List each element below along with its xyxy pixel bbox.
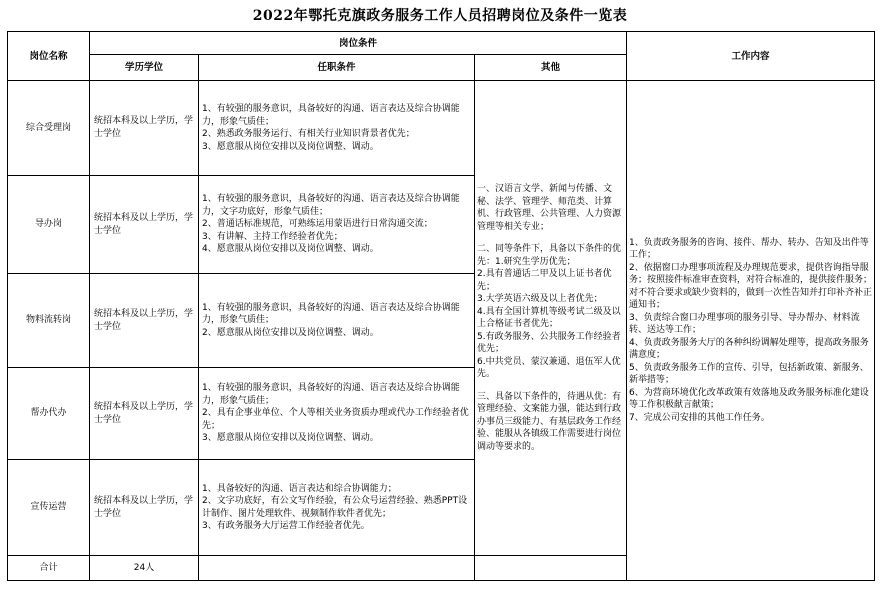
work-item: 1、负责政务服务的咨询、接件、帮办、转办、告知及出件等工作；	[629, 237, 869, 261]
requirement-item: 4、愿意服从岗位安排以及岗位调整、调动。	[202, 244, 379, 255]
header-education: 学历学位	[90, 55, 199, 81]
header-position-name: 岗位名称	[8, 32, 90, 81]
requirement-item: 3、有讲解、主持工作经验者优先；	[202, 231, 343, 242]
requirements-cell	[199, 274, 475, 368]
work-item: 6、为营商环境优化改革政策有效落地及政务服务标准化建设等工作积极献言献策；	[629, 387, 869, 411]
requirement-item: 1、有较强的服务意识，具备较好的沟通、语言表达及综合协调能力，形象气质佳；	[202, 302, 460, 326]
header-position-conditions: 岗位条件	[90, 32, 627, 55]
other-section-2-intro: 二、同等条件下，具备以下条件的优先：1.研究生学历优先；	[477, 244, 622, 267]
work-item: 5、负责政务服务工作的宣传、引导，包括新政策、新服务、新举措等；	[629, 362, 869, 386]
education-cell: 统招本科及以上学历，学士学位	[90, 176, 199, 274]
work-item: 3、负责综合窗口办理事项的服务引导、导办帮办、材料流转、送达等工作；	[629, 312, 860, 336]
requirements-cell	[199, 176, 475, 274]
other-section-2-item: 6.中共党员、蒙汉兼通、退伍军人优先。	[477, 356, 621, 379]
header-other: 其他	[475, 55, 627, 81]
total-count: 24人	[90, 556, 199, 581]
position-name: 导办岗	[8, 176, 90, 274]
education-cell: 统招本科及以上学历，学士学位	[90, 460, 199, 556]
work-item: 7、完成公司安排的其他工作任务。	[629, 412, 770, 423]
requirements-cell	[199, 81, 475, 176]
requirement-item: 1、有较强的服务意识，具备较好的沟通、语言表达及综合协调能力，形象气质佳；	[202, 104, 460, 127]
requirement-item: 2、具有企事业单位、个人等相关业务资质办理或代办工作经验者优先；	[202, 408, 469, 431]
other-section-2-item: 4.具有全国计算机等级考试二级及以上合格证书者优先；	[477, 306, 621, 329]
work-content-cell	[627, 81, 875, 581]
requirement-item: 3、愿意服从岗位安排以及岗位调整、调动。	[202, 141, 379, 152]
work-item: 4、负责政务服务大厅的各种纠纷调解处理等，提高政务服务满意度；	[629, 337, 869, 361]
page-title: 2022年鄂托克旗政务服务工作人员招聘岗位及条件一览表	[252, 8, 628, 24]
other-section-2-item: 5.有政务服务、公共服务工作经验者优先；	[477, 331, 621, 354]
requirement-item: 3、有政务服务大厅运营工作经验者优先。	[202, 521, 370, 531]
total-empty-cell	[475, 556, 627, 581]
requirement-item: 2、熟悉政务服务运行、有相关行业知识背景者优先；	[202, 129, 415, 139]
requirement-item: 1、具备较好的沟通、语言表达和综合协调能力；	[202, 483, 397, 494]
total-empty-cell	[199, 556, 475, 581]
header-requirements: 任职条件	[199, 55, 475, 81]
other-section-2-item: 2.具有普通话二甲及以上证书者优先；	[477, 269, 612, 292]
requirement-item: 3、愿意服从岗位安排以及岗位调整、调动。	[202, 433, 379, 444]
header-row-1	[8, 32, 875, 55]
table-row	[8, 81, 875, 176]
work-item: 2、依据窗口办理事项流程及办理规范要求，提供咨询指导服务；按照接件标准审查资料，对符合标准的，提供接件服务；对不符合要求或缺少资料的，做到一次性告知并打印补齐补正通知书；	[629, 262, 873, 311]
other-section-2-item: 3.大学英语六级及以上者优先；	[477, 294, 603, 304]
education-cell: 统招本科及以上学历，学士学位	[90, 81, 199, 176]
requirement-item: 1、有较强的服务意识，具备较好的沟通、语言表达及综合协调能力，形象气质佳；	[202, 383, 460, 406]
requirement-item: 2、文字功底好，有公文写作经验，有公众号运营经验、熟悉PPT设计制作、图片处理软件、视频制作软件者优先；	[202, 496, 468, 519]
requirement-item: 2、普通话标准规范，可熟练运用蒙语进行日常沟通交流；	[202, 219, 433, 230]
position-name: 物料流转岗	[8, 274, 90, 368]
position-name: 帮办代办	[8, 368, 90, 460]
requirements-cell	[199, 368, 475, 460]
position-name: 综合受理岗	[8, 81, 90, 176]
header-work-content: 工作内容	[627, 32, 875, 81]
other-conditions-cell	[475, 81, 627, 556]
other-section-3: 三、具备以下条件的，待遇从优：有管理经验、文案能力强，能达到行政办事员三级能力、有基层政务工作经验、能服从各镇级工作需要进行岗位调动等要求的。	[477, 391, 622, 452]
education-cell: 统招本科及以上学历，学士学位	[90, 368, 199, 460]
requirement-item: 2、愿意服从岗位安排以及岗位调整、调动。	[202, 327, 379, 338]
position-name: 宣传运营	[8, 460, 90, 556]
other-section-1: 一、汉语言文学、新闻与传播、文秘、法学、管理学、师范类、计算机、行政管理、公共管理、人力资源管理等相关专业；	[477, 184, 622, 232]
education-cell: 统招本科及以上学历，学士学位	[90, 274, 199, 368]
recruitment-table	[7, 31, 875, 581]
total-label: 合计	[8, 556, 90, 581]
requirement-item: 1、有较强的服务意识，具备较好的沟通、语言表达及综合协调能力，文字功底好，形象气质佳；	[202, 194, 460, 217]
requirements-cell	[199, 460, 475, 556]
